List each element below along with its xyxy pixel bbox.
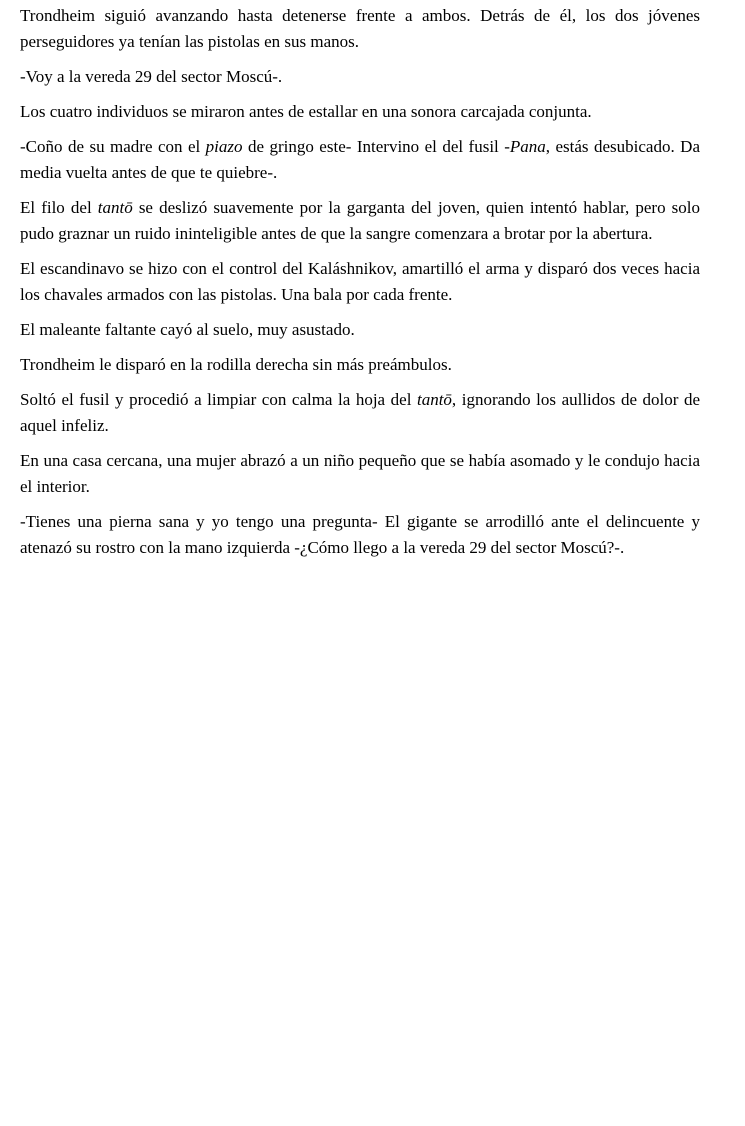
paragraph — [20, 387, 700, 439]
text-run: se deslizó suavemente por la garganta del joven, quien intentó hablar, pero solo pudo graznar un ruido ininteligible antes de que la sangre comenzara a brotar por la abertura. — [20, 198, 700, 243]
paragraph — [20, 317, 700, 343]
paragraph — [20, 448, 700, 500]
text-run: Trondheim siguió avanzando hasta detenerse frente a ambos. Detrás de él, los dos jóvenes perseguidores ya tenían las pistolas en sus manos. — [20, 6, 700, 51]
italic-text-run: piazo — [205, 137, 243, 156]
paragraph — [20, 352, 700, 378]
text-run: Trondheim le disparó en la rodilla derecha sin más preámbulos. — [20, 355, 452, 374]
text-run: -Coño de su madre con el — [20, 137, 206, 156]
paragraph — [20, 99, 700, 125]
text-run: Soltó el fusil y procedió a limpiar con calma la hoja del — [20, 390, 417, 409]
italic-text-run: tantō — [97, 198, 133, 217]
text-run: El maleante faltante cayó al suelo, muy asustado. — [20, 320, 355, 339]
document-text — [20, 3, 700, 561]
paragraph — [20, 195, 700, 247]
paragraph — [20, 134, 700, 186]
text-run: En una casa cercana, una mujer abrazó a un niño pequeño que se había asomado y le condujo hacia el interior. — [20, 451, 700, 496]
text-run: de gringo este- Intervino el del fusil - — [242, 137, 510, 156]
italic-text-run: Pana — [509, 137, 546, 156]
paragraph — [20, 256, 700, 308]
text-run: , ignorando los aullidos de dolor de aquel infeliz. — [20, 390, 701, 435]
text-run: -Voy a la vereda 29 del sector Moscú-. — [20, 67, 283, 86]
text-run: -Tienes una pierna sana y yo tengo una pregunta- El gigante se arrodilló ante el delincuente y atenazó su rostro con la mano izquierda -¿Cómo llego a la vereda 29 del sector Moscú?-. — [20, 512, 700, 557]
italic-text-run: tantō — [416, 390, 452, 409]
paragraph — [20, 3, 700, 55]
text-run: Los cuatro individuos se miraron antes de estallar en una sonora carcajada conjunta. — [20, 102, 592, 121]
paragraph — [20, 509, 700, 561]
text-run: El filo del — [20, 198, 98, 217]
text-run: El escandinavo se hizo con el control del Kaláshnikov, amartilló el arma y disparó dos veces hacia los chavales armados con las pistolas. Una bala por cada frente. — [20, 259, 700, 304]
text-run: , estás desubicado. Da media vuelta antes de que te quiebre-. — [20, 137, 700, 182]
paragraph — [20, 64, 700, 90]
